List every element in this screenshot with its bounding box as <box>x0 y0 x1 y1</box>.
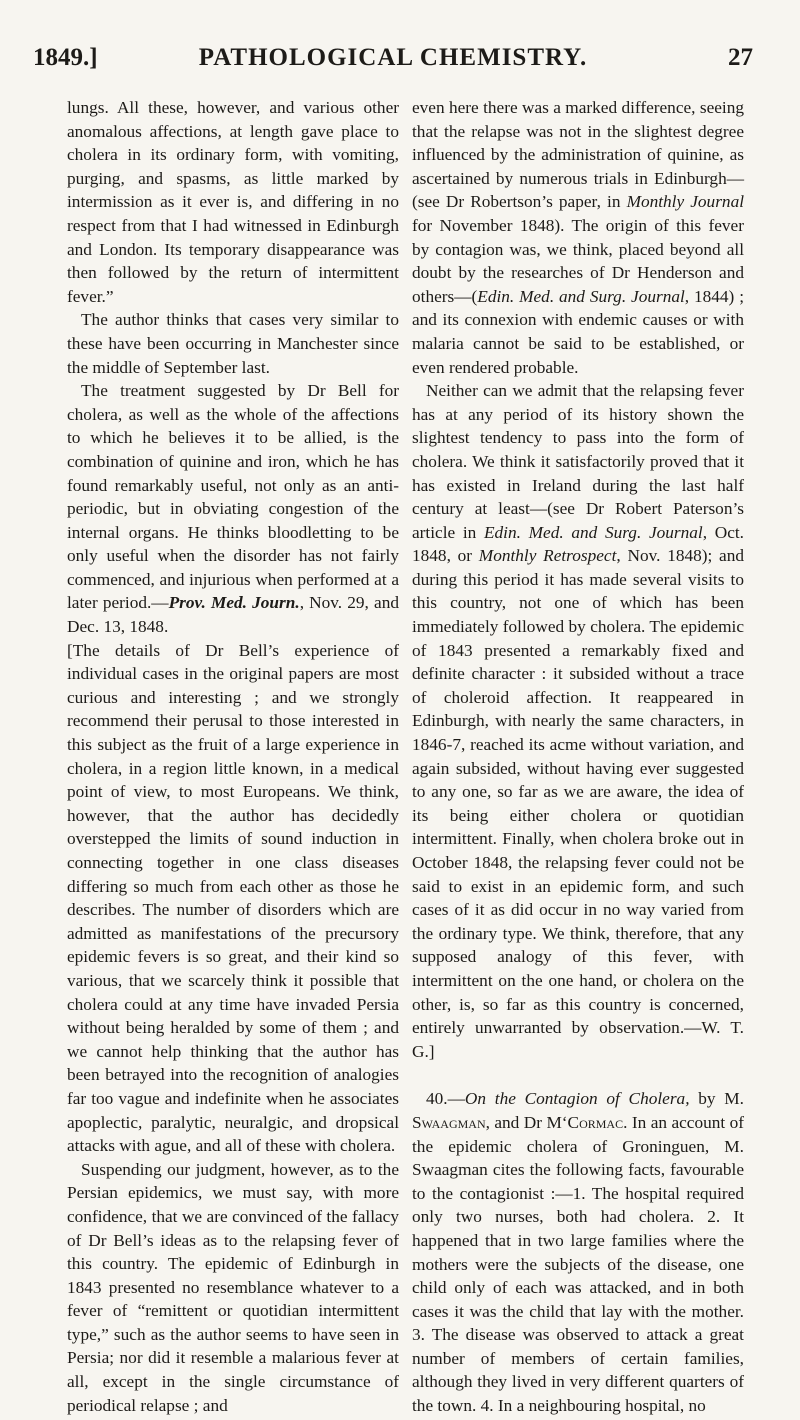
paragraph-text: The treatment suggested by Dr Bell for cholera, as well as the whole of the affections to which he believes it to be allied, is the combination of quinine and iron, which he has found remarkably useful, not only as an anti-periodic, but in obviating congestion of the internal organs. He thinks bloodletting to be only useful when the disorder has not fairly commenced, and injurious when performed at a later period.— <box>67 381 399 613</box>
paragraph <box>412 96 744 379</box>
citation: Edin. Med. and Surg. Journal <box>477 286 685 306</box>
author-name: Swaagman <box>412 1112 486 1132</box>
paragraph-text: Neither can we admit that the relapsing fever has at any period of its history shown the slightest tendency to pass into the form of cholera. We think it satisfactorily proved that it has existed in Ireland during the last half century at least—(see Dr Robert Paterson’s article in <box>412 381 744 542</box>
citation: Monthly Journal <box>626 192 745 212</box>
header-title: PATHOLOGICAL CHEMISTRY. <box>198 44 588 71</box>
paragraph-text: even here there was a marked difference, seeing that the relapse was not in the slightest degree influenced by the administration of quinine, as ascertained by numerous trials in Edinburgh—(see Dr Robertson’s paper, in <box>412 98 744 212</box>
paragraph-text: , Oct. 1848, or <box>412 522 744 566</box>
paragraph <box>67 379 399 639</box>
running-head <box>33 44 753 84</box>
paragraph-text: , and Dr <box>485 1112 547 1132</box>
paragraph: The author thinks that cases very similar to these have been occurring in Manchester since the middle of September last. <box>67 310 399 377</box>
paragraph: [The details of Dr Bell’s experience of individual cases in the original papers are most curious and interesting ; and we strongly recommend their perusal to those interested in this subject as the fruit of a large experience in cholera, in a region little known, in a medical point of view, to most Europeans. We think, however, that the author has decidedly overstepped the limits of sound induction in connecting together in one class diseases differing so much from each other as those he describes. The number of disorders which are admitted as manifestations of the precursory epidemic fevers is so great, and their kind so various, that we scarcely think it possible that cholera could at any time have invaded Persia without being heralded by some of them ; and we cannot help thinking that the author has been betrayed into the recognition of analogies far too vague and indefinite when he associates apoplectic, paralytic, neuralgic, and dropsical attacks with ague, and all of these with cholera. <box>67 640 399 1156</box>
citation: Monthly Retrospect <box>478 546 617 566</box>
author-name: M‘Cormac <box>546 1112 624 1132</box>
citation: Prov. Med. Journ. <box>168 593 300 613</box>
paragraph <box>412 379 744 1063</box>
entry-title: On the Contagion of Cholera, <box>464 1089 690 1109</box>
paragraph: Suspending our judgment, however, as to the Persian epidemics, we must say, with more confidence, that we are convinced of the fallacy of Dr Bell’s ideas as to the relapsing fever of this country. The epidemic of Edinburgh in 1843 presented no resemblance whatever to a fever of “remittent or quotidian intermittent type,” such as the author seems to have seen in Persia; nor did it resemble a malarious fever at all, except in the single circumstance of periodical relapse ; and <box>67 1159 399 1415</box>
entry-number: 40.— <box>426 1089 465 1109</box>
paragraph-text: by M. <box>689 1089 744 1109</box>
paragraph-text: , Nov. 29, and Dec. 13, 1848. <box>67 593 399 637</box>
left-column <box>67 96 399 1417</box>
paragraph-text: . In an account of the epidemic cholera of Groninguen, M. Swaagman cites the following facts, favourable to the contagionist :—1. The hospital required only two nurses, both had cholera. 2. It happened that in two large families where the mothers were the subjects of the disease, one child only of each was attacked, and in both cases it was the child that lay with the mother. 3. The disease was observed to attack a great number of members of certain families, although they lived in very different quarters of the town. 4. In a neighbouring hospital, no <box>412 1112 745 1416</box>
paragraph-text: for November 1848). The origin of this fever by contagion was, we think, placed beyond all doubt by the researches of Dr Henderson and others—( <box>412 215 744 306</box>
right-column <box>412 96 744 1418</box>
page-number: 27 <box>728 44 753 71</box>
paragraph: lungs. All these, however, and various other anomalous affections, at length gave place to cholera in its ordinary form, with vomiting, purging, and spasms, as little marked by intermission as it ever is, and differing in no respect from that I had witnessed in Edinburgh and London. Its temporary disappearance was then followed by the return of intermittent fever.” <box>67 98 399 306</box>
paragraph-text: , 1844) ; and its connexion with endemic causes or with malaria cannot be said to be established, or even rendered probable. <box>412 286 744 377</box>
header-year: 1849.] <box>33 44 98 71</box>
citation: Edin. Med. and Surg. Journal <box>483 522 703 542</box>
paragraph-text: , Nov. 1848); and during this period it has made several visits to this country, not one of which has been immediately followed by cholera. The epidemic of 1843 presented a remarkably fixed and definite character : it subsided without a trace of choleroid affection. It reappeared in Edinburgh, with nearly the same characters, in 1846-7, reached its acme without variation, and again subsided, without having ever suggested to any one, so far as we are aware, the idea of its being either cholera or quotidian intermittent. Finally, when cholera broke out in October 1848, the relapsing fever could not be said to exist in an epidemic form, and such cases of it as did occur in no way varied from the ordinary type. We think, therefore, that any supposed analogy of this fever, with intermittent on the one hand, or cholera on the other, is, so far as this country is concerned, entirely unwarranted by observation.—W. T. G.] <box>412 546 745 1061</box>
entry-40 <box>412 1087 744 1417</box>
